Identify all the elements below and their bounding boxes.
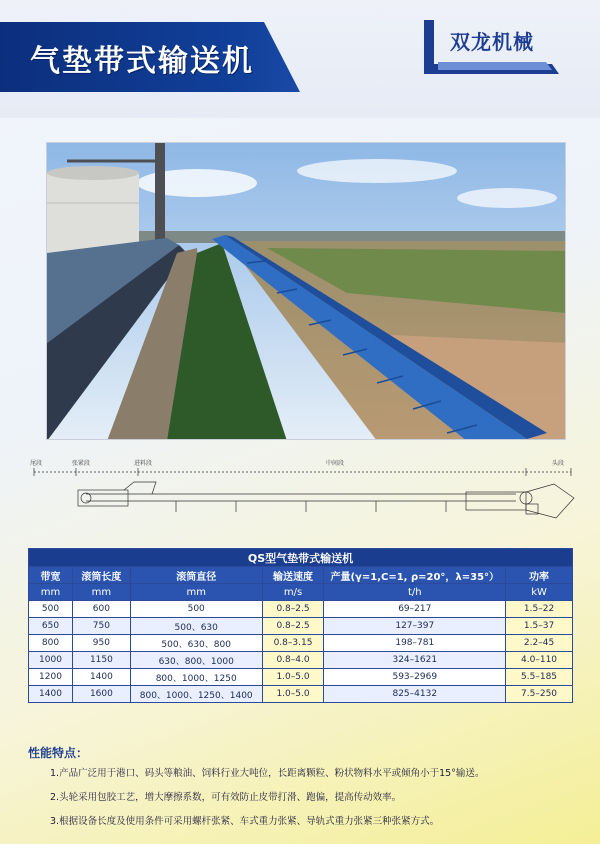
cell-power: 1.5–37 [506, 618, 573, 635]
cell-drum-diameter: 800、1000、1250、1400 [130, 686, 262, 703]
conveyor-photo [46, 142, 566, 440]
cell-power: 1.5–22 [506, 601, 573, 618]
unit-power: kW [506, 584, 573, 601]
table-row [29, 669, 573, 686]
unit-belt-width: mm [29, 584, 73, 601]
cell-speed: 1.0–5.0 [262, 686, 324, 703]
cell-belt-width: 1400 [29, 686, 73, 703]
cell-capacity: 69–217 [324, 601, 506, 618]
header-drum-diameter: 滚筒直径 [130, 567, 262, 584]
diagram-label-feed: 进料段 [134, 460, 153, 467]
feature-item: 2.头轮采用包胶工艺，增大摩擦系数，可有效防止皮带打滑、跑偏，提高传动效率。 [50, 792, 402, 803]
cell-drum-length: 950 [72, 635, 130, 652]
cell-drum-length: 1400 [72, 669, 130, 686]
cell-capacity: 198–781 [324, 635, 506, 652]
cell-drum-length: 1150 [72, 652, 130, 669]
table-row [29, 686, 573, 703]
cell-drum-diameter: 630、800、1000 [130, 652, 262, 669]
cell-drum-length: 750 [72, 618, 130, 635]
cell-speed: 0.8–3.15 [262, 635, 324, 652]
cell-capacity: 825–4132 [324, 686, 506, 703]
cell-speed: 1.0–5.0 [262, 669, 324, 686]
table-caption: QS型气垫带式输送机 [29, 549, 573, 567]
header-capacity: 产量(γ=1,C=1, ρ=20°，λ=35°） [324, 567, 506, 584]
cell-speed: 0.8–2.5 [262, 601, 324, 618]
cell-capacity: 324–1621 [324, 652, 506, 669]
cell-belt-width: 800 [29, 635, 73, 652]
unit-drum-length: mm [72, 584, 130, 601]
page-title: 气垫带式输送机 [30, 44, 254, 79]
table-row [29, 601, 573, 618]
cell-belt-width: 500 [29, 601, 73, 618]
header-drum-length: 滚筒长度 [72, 567, 130, 584]
conveyor-side-diagram [26, 454, 586, 534]
header-belt-width: 带宽 [29, 567, 73, 584]
diagram-label-middle: 中间段 [326, 460, 345, 467]
feature-item: 1.产品广泛用于港口、码头等粮油、饲料行业大吨位，长距离颗粒、粉状物料水平或倾角小于15°输送。 [50, 768, 485, 779]
header-speed: 输送速度 [262, 567, 324, 584]
cell-belt-width: 650 [29, 618, 73, 635]
header-power: 功率 [506, 567, 573, 584]
cell-belt-width: 1200 [29, 669, 73, 686]
features-list [50, 768, 595, 840]
diagram-label-tension: 张紧段 [72, 460, 91, 467]
logo-text: 双龙机械 [450, 30, 534, 54]
feature-item: 3.根据设备长度及使用条件可采用螺杆张紧、车式重力张紧、导轨式重力张紧三种张紧方式。 [50, 816, 440, 827]
cell-drum-length: 600 [72, 601, 130, 618]
cell-belt-width: 1000 [29, 652, 73, 669]
logo [424, 18, 559, 76]
spec-table [28, 548, 573, 703]
cell-power: 2.2–45 [506, 635, 573, 652]
cell-capacity: 593–2969 [324, 669, 506, 686]
cell-drum-diameter: 500 [130, 601, 262, 618]
cell-drum-diameter: 800、1000、1250 [130, 669, 262, 686]
cell-power: 7.5–250 [506, 686, 573, 703]
cell-drum-diameter: 500、630、800 [130, 635, 262, 652]
cell-speed: 0.8–4.0 [262, 652, 324, 669]
table-row [29, 635, 573, 652]
unit-drum-diameter: mm [130, 584, 262, 601]
table-row [29, 618, 573, 635]
cell-capacity: 127–397 [324, 618, 506, 635]
cell-power: 5.5–185 [506, 669, 573, 686]
cell-power: 4.0–110 [506, 652, 573, 669]
conveyor-diagram-drawing [26, 454, 586, 534]
cell-speed: 0.8–2.5 [262, 618, 324, 635]
diagram-label-tail: 尾段 [30, 460, 43, 467]
unit-capacity: t/h [324, 584, 506, 601]
conveyor-photo-image [47, 143, 566, 440]
features-title: 性能特点： [28, 746, 89, 760]
table-row [29, 652, 573, 669]
cell-drum-length: 1600 [72, 686, 130, 703]
unit-speed: m/s [262, 584, 324, 601]
diagram-label-head: 头段 [552, 460, 565, 467]
cell-drum-diameter: 500、630 [130, 618, 262, 635]
